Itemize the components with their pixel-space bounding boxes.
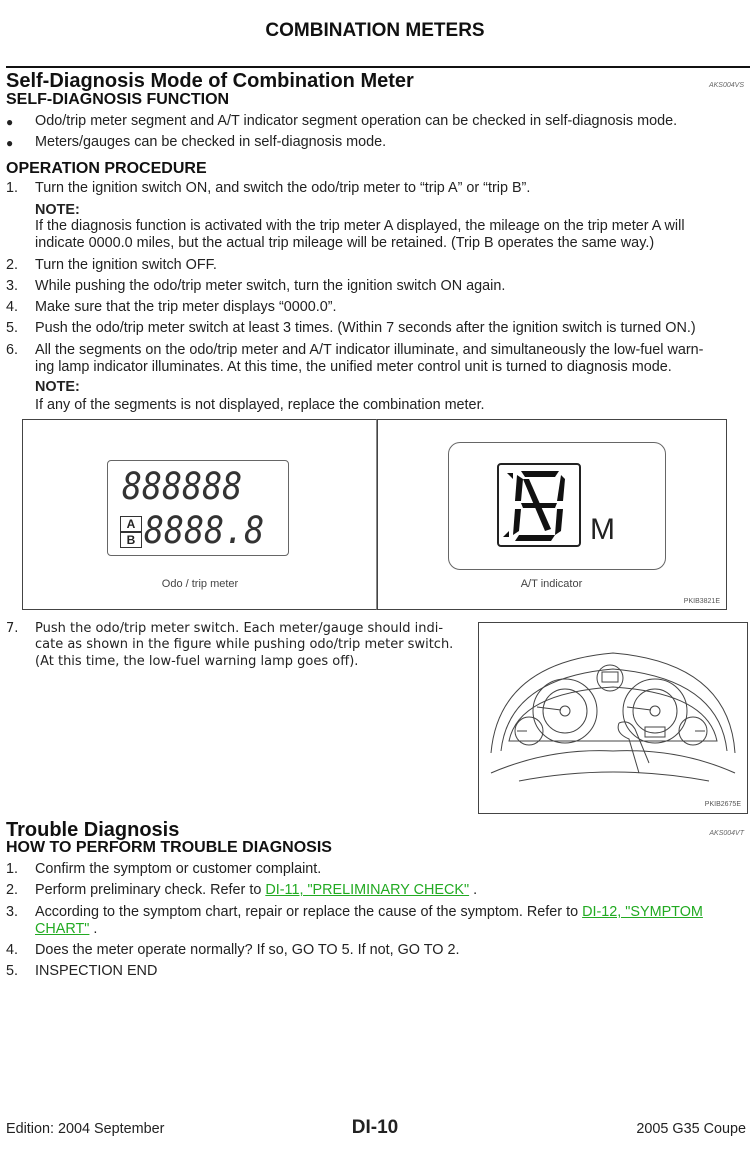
figure-caption: A/T indicator — [520, 578, 583, 590]
at-display-frame — [448, 442, 666, 570]
note-text: indicate 0000.0 miles, but the actual trip mileage will be retained. (Trip B operates the same way.) — [35, 235, 655, 251]
note-text: If any of the segments is not displayed, replace the combination meter. — [35, 397, 485, 413]
step-text-continued: cate as shown in the figure while pushing odo/trip meter switch. — [35, 637, 454, 652]
preliminary-check-link[interactable]: DI-11, "PRELIMINARY CHECK" — [265, 882, 470, 898]
step-text-continued: CHART" . — [35, 921, 98, 937]
instrument-cluster-illustration-icon — [479, 623, 747, 813]
symptom-chart-link[interactable]: DI-12, "SYMPTOM — [582, 904, 703, 920]
subsection-title: SELF-DIAGNOSIS FUNCTION — [6, 91, 230, 108]
at-segment-frame — [497, 463, 581, 547]
figure-caption: Odo / trip meter — [161, 578, 239, 590]
footer-edition: Edition: 2004 September — [6, 1121, 165, 1137]
note-label: NOTE: — [35, 202, 80, 218]
odo-trip-meter-figure — [22, 419, 378, 610]
section-title: Self-Diagnosis Mode of Combination Meter — [6, 70, 414, 92]
subsection-title: HOW TO PERFORM TROUBLE DIAGNOSIS — [6, 839, 332, 856]
section-ref-code: AKS004VS — [708, 82, 744, 89]
section-title: Trouble Diagnosis — [6, 819, 180, 841]
section-divider — [6, 66, 750, 68]
at-indicator-figure — [376, 419, 727, 610]
symptom-chart-link[interactable]: CHART" — [35, 921, 90, 937]
bullet-icon: ● — [6, 136, 14, 150]
odo-display-frame — [107, 460, 289, 556]
section-ref-code: AKS004VT — [709, 830, 744, 837]
footer-page-number: DI-10 — [351, 1117, 399, 1138]
figure-code: PKIB3821E — [683, 598, 720, 605]
page-header: COMBINATION METERS — [265, 20, 485, 41]
segment-glyph-icon — [499, 465, 579, 545]
subsection-title: OPERATION PROCEDURE — [6, 160, 207, 177]
bullet-item: ● Meters/gauges can be checked in self-diagnosis mode. — [6, 134, 387, 150]
footer-model: 2005 G35 Coupe — [636, 1121, 746, 1137]
step-text-continued: (At this time, the low-fuel warning lamp goes off). — [35, 654, 359, 669]
trip-b-indicator: B — [120, 532, 142, 548]
figure-code: PKIB2675E — [704, 801, 741, 808]
trip-a-indicator: A — [120, 516, 142, 532]
note-label: NOTE: — [35, 379, 80, 395]
trip-digits: 8888.8 — [144, 509, 265, 552]
odo-digits: 888888 — [122, 465, 243, 508]
instrument-cluster-figure — [478, 622, 748, 814]
note-text: If the diagnosis function is activated with the trip meter A displayed, the mileage on the trip meter A will — [35, 218, 685, 234]
at-unit-label: M — [590, 513, 615, 546]
bullet-item: ● Odo/trip meter segment and A/T indicator segment operation can be checked in self-diagnosis mode. — [6, 113, 678, 129]
step-text-continued: ing lamp indicator illuminates. At this time, the unified meter control unit is turned to diagnosis mode. — [35, 359, 672, 375]
bullet-icon: ● — [6, 115, 14, 129]
